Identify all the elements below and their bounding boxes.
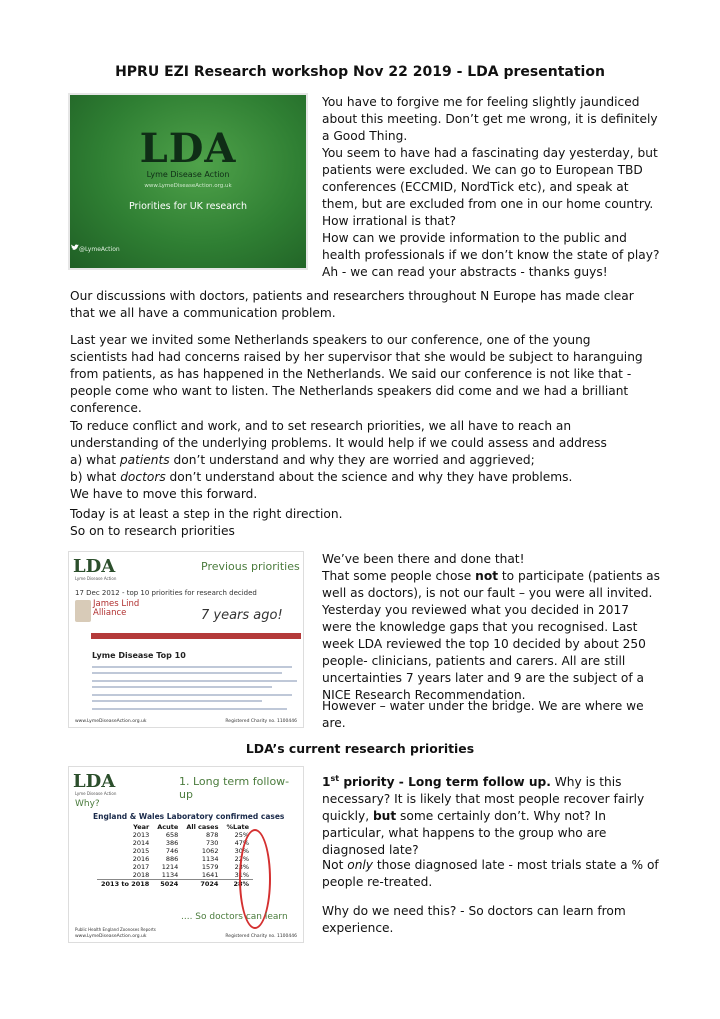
website-text: www.LymeDiseaseAction.org.uk	[144, 183, 232, 189]
cell: 47%	[234, 839, 250, 847]
column-header: Acute	[157, 823, 179, 831]
cell: 658	[165, 831, 179, 839]
slide-footer-charity: Registered Charity no. 1100446	[225, 934, 297, 939]
table-row	[97, 839, 253, 847]
cell: 31%	[234, 871, 250, 879]
cell: 730	[206, 839, 219, 847]
cell: 2017	[132, 863, 150, 871]
cell: 23%	[234, 863, 250, 871]
point-a-suffix: don’t understand and why they are worried and aggrieved;	[169, 453, 535, 467]
cell: 1134	[161, 871, 179, 879]
twitter-handle: @LymeAction	[79, 246, 120, 253]
cell: 2016	[132, 855, 150, 863]
previous-paragraph-2	[322, 568, 662, 704]
logo-subtitle: Lyme Disease Action	[146, 170, 230, 179]
lda-logo: LDA	[139, 125, 237, 172]
previous-p2-suffix: to participate (patients as well as doctors), is not our fault – you were all invited. Yesterday you reviewed what you decided in 2017 were the knowledge gaps that you recognised. Last week LDA reviewed the top 10 decided by about 250 people- clinicians, patients and carers. All are still uncertainties 7 years later and 9 are the subject of a NICE Research Recommendation.	[322, 569, 661, 702]
priority1-heading	[322, 775, 551, 789]
lda-logo: LDA	[73, 771, 116, 792]
cell: 1641	[201, 871, 219, 879]
cell: 1214	[161, 863, 179, 871]
point-b-emphasis: doctors	[120, 470, 166, 484]
cell: 2018	[132, 871, 150, 879]
priority1-paragraph-1	[322, 770, 662, 859]
priority-title: priority - Long term follow up.	[339, 775, 551, 790]
cell: 2015	[132, 847, 150, 855]
today-line-2: So on to research priorities	[70, 524, 235, 538]
previous-p2-bold: not	[475, 569, 499, 583]
cell: 22%	[234, 855, 250, 863]
portrait-icon	[75, 600, 91, 622]
cell: 878	[206, 831, 219, 839]
text-line	[92, 672, 282, 674]
text-line	[92, 694, 292, 696]
body-paragraph-today	[70, 506, 650, 540]
table-total-row	[97, 880, 253, 889]
priority1-paragraph-2	[322, 857, 662, 891]
point-a-emphasis: patients	[119, 453, 170, 467]
priority1-p2-emphasis: only	[347, 858, 374, 872]
priority1-p2-suffix: those diagnosed late - most trials state a % of people re-treated.	[322, 858, 659, 889]
cell: 886	[165, 855, 179, 863]
text-line	[92, 700, 262, 702]
table-row	[97, 847, 253, 855]
slide-subtitle: Priorities for UK research	[128, 201, 248, 212]
logo-subtitle: Lyme Disease Action	[75, 576, 117, 581]
years-ago-label: 7 years ago!	[201, 608, 283, 623]
slide-header-title: 1. Long term follow-up	[179, 775, 290, 801]
previous-priorities-slide-image	[68, 551, 304, 728]
priority1-p2-prefix: Not	[322, 858, 348, 872]
column-header: All cases	[186, 823, 219, 831]
text-line	[92, 686, 272, 688]
cell: 746	[165, 847, 179, 855]
cell: 1134	[201, 855, 219, 863]
intro-paragraph-3: How can we provide information to the public and health professionals if we don’t know the state of play? Ah - we can read your abstracts - thanks guys!	[322, 231, 660, 279]
slide-footer-charity: Registered Charity no. 1100446	[225, 719, 297, 724]
today-line-1: Today is at least a step in the right direction.	[70, 507, 343, 521]
table-row	[97, 871, 253, 880]
cell: 386	[165, 839, 179, 847]
title-slide-image	[68, 93, 308, 270]
slide-footer-website: www.LymeDiseaseAction.org.uk	[75, 719, 147, 724]
cell: 28%	[222, 880, 253, 889]
priority1-paragraph-3: Why do we need this? - So doctors can learn from experience.	[322, 904, 626, 935]
source-note: Public Health England Zoonoses Reports	[75, 927, 156, 932]
priority1-bold-word: but	[372, 809, 397, 824]
intro-paragraph-2: You seem to have had a fascinating day yesterday, but patients were excluded. We can go to European TBD conferences (ECCMID, NordTick etc), and speak at them, but are excluded from one in our home country. How irrational is that?	[322, 146, 658, 228]
cell: 7024	[182, 880, 222, 889]
lyme-top10-heading: Lyme Disease Top 10	[92, 651, 186, 660]
previous-paragraph-3: However – water under the bridge. We are where we are.	[322, 699, 644, 730]
long-term-followup-slide-image	[68, 766, 304, 943]
cell: 2014	[132, 839, 150, 847]
website-navbar	[91, 633, 301, 639]
priority-number: 1	[322, 775, 331, 790]
column-header: %Late	[226, 823, 250, 831]
body-paragraph-netherlands: Last year we invited some Netherlands speakers to our conference, one of the young scientists had had concerns raised by her supervisor that she would be subject to haranguing from patients, as has happened in the Netherlands. We said our conference is not like that - people come who want to listen. The Netherlands speakers did come and we had a brilliant conference.	[70, 333, 643, 415]
point-a-prefix: a) what	[70, 453, 120, 467]
cell: 25%	[234, 831, 250, 839]
text-line	[92, 666, 292, 668]
cell: 30%	[234, 847, 250, 855]
previous-paragraph-1: We’ve been there and done that!	[322, 552, 525, 566]
slide-footer-website: www.LymeDiseaseAction.org.uk	[75, 934, 147, 939]
conflict-conclusion: We have to move this forward.	[70, 487, 258, 501]
current-priorities-heading: LDA’s current research priorities	[245, 741, 475, 756]
doctors-learn-caption: .... So doctors can learn	[181, 912, 288, 922]
cases-table	[97, 823, 253, 888]
text-line	[92, 680, 297, 682]
priority1-text-b: some certainly don’t. Why not? In particular, what happens to the group who are diagnosed late?	[322, 809, 607, 858]
body-paragraph-communication: Our discussions with doctors, patients and researchers throughout N Europe has made clear that we all have a communication problem.	[70, 289, 634, 320]
table-row	[97, 831, 253, 839]
lda-logo: LDA	[73, 556, 116, 577]
intro-paragraph-1: You have to forgive me for feeling slightly jaundiced about this meeting. Don’t get me wrong, it is definitely a Good Thing.	[322, 95, 658, 143]
priority-ordinal: st	[330, 774, 340, 783]
date-line: 17 Dec 2012 - top 10 priorities for research decided	[75, 589, 257, 597]
point-b-prefix: b) what	[70, 470, 121, 484]
table-header-row	[97, 823, 253, 831]
column-header: Year	[133, 823, 150, 831]
table-row	[97, 855, 253, 863]
cell: 2013	[132, 831, 150, 839]
cell: 1579	[201, 863, 219, 871]
table-title: England & Wales Laboratory confirmed cases	[93, 812, 285, 821]
cell: 5024	[153, 880, 182, 889]
why-label: Why?	[75, 799, 100, 809]
slide-header-title: Previous priorities	[201, 560, 300, 573]
page-title: HPRU EZI Research workshop Nov 22 2019 - LDA presentation	[115, 64, 605, 80]
text-line	[92, 708, 287, 710]
previous-p2-prefix: That some people chose	[322, 569, 476, 583]
conflict-intro: To reduce conflict and work, and to set research priorities, we all have to reach an understanding of the underlying problems. It would help if we could assess and address	[70, 419, 607, 450]
cell: 1062	[201, 847, 219, 855]
table-row	[97, 863, 253, 871]
james-lind-alliance-logo: James Lind Alliance	[93, 599, 140, 618]
body-paragraph-conflict	[70, 418, 650, 503]
priority1-text-a: Why is this necessary? It is likely that most people recover fairly quickly,	[322, 775, 645, 824]
cell: 2013 to 2018	[97, 880, 153, 889]
logo-subtitle: Lyme Disease Action	[75, 791, 117, 796]
point-b-suffix: don’t understand about the science and why they have problems.	[165, 470, 573, 484]
